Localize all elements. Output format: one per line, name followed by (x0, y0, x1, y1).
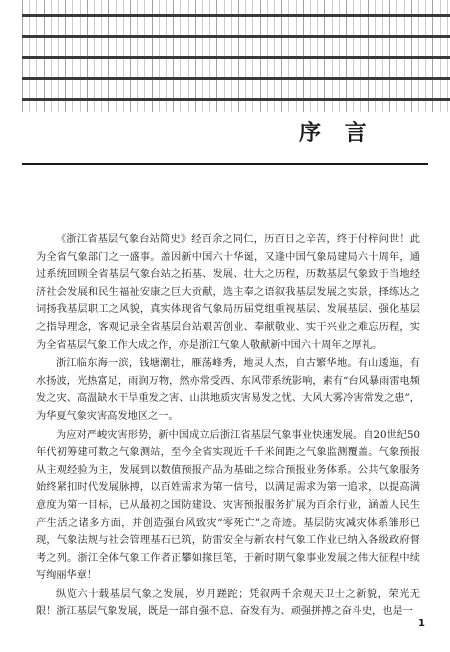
staff-bar (22, 98, 450, 101)
paragraph: 为应对严峻灾害形势，新中国成立后浙江省基层气象事业快速发展。自20世纪50年代初筹建可数之气象测站，至今全省实现近千千米间距之气象监测覆盖。气象预报从主观经验为主，发展到以数值预报产品为基础之综合预报业务体系。公共气象服务始终紧扣时代发展脉搏，以百姓需求为第一信号，以满足需求为第一追求，以提高满意度为第一目标，已从最初之国防建设、灾害预报服务扩展为百余行业，涵盖人民生产生活之诸多方面，并创造强台风致灾“零死亡”之奇迹。基层防灾减灾体系雏形已现，气象法规与社会管理基石已筑，防雷安全与新农村气象工作业已纳入各级政府督考之列。浙江全体气象工作者正攀如掾巨笔，于新时期气象事业发展之伟大征程中续写绚丽华章！ (36, 429, 420, 582)
staff-bar (22, 56, 450, 59)
body-text (36, 231, 420, 622)
decorative-staff-lines (22, 0, 450, 112)
page-number: 1 (418, 618, 425, 629)
title-divider (22, 163, 428, 165)
page-title: 序 言 (299, 120, 375, 146)
paragraph: 纵览六十载基层气象之发展，岁月蹉跎；凭叙两千余观天卫士之新貌，荣光无限！浙江基层气象发展，既是一部自强不息、奋发有为、顽强拼搏之奋斗史，也是一 (36, 588, 420, 618)
staff-bar (22, 35, 450, 38)
staff-bar (22, 14, 450, 17)
paragraph: 《浙江省基层气象台站简史》经百余之同仁，历百日之辛苦，终于付梓问世！此为全省气象部门之一盛事。盖因新中国六十华诞，又逢中国气象局建局六十周年，通过系统回顾全省基层气象台站之拓基、发展、壮大之历程，历数基层气象致于当地经济社会发展和民生福祉安康之巨大贡献，选主奉之语叙我基层发展之实景，择练达之词扬我基层职工之风貌，真实体现省气象局历届党组重视基层、发展基层、强化基层之指导理念，客观记录全省基层台站艰苦创业、奉献敬业、实干兴业之难忘历程，实为全省基层气象工作大成之作，亦是浙江气象人敬献新中国六十周年之厚礼。 (36, 234, 420, 351)
staff-bar (22, 77, 450, 80)
paragraph: 浙江临东海一滨，钱塘潮壮，雁荡峰秀，地灵人杰，自古繁华地。有山逶迤，有水扬波，光热富足，雨润万物，然亦常受西、东风带系统影响，素有“台风暴雨雷电频发之灾、高温缺水干旱重发之害、山洪地质灾害易发之忧、大风大雾冷害常发之患”，为华夏气象灾害高发地区之一。 (36, 358, 420, 422)
